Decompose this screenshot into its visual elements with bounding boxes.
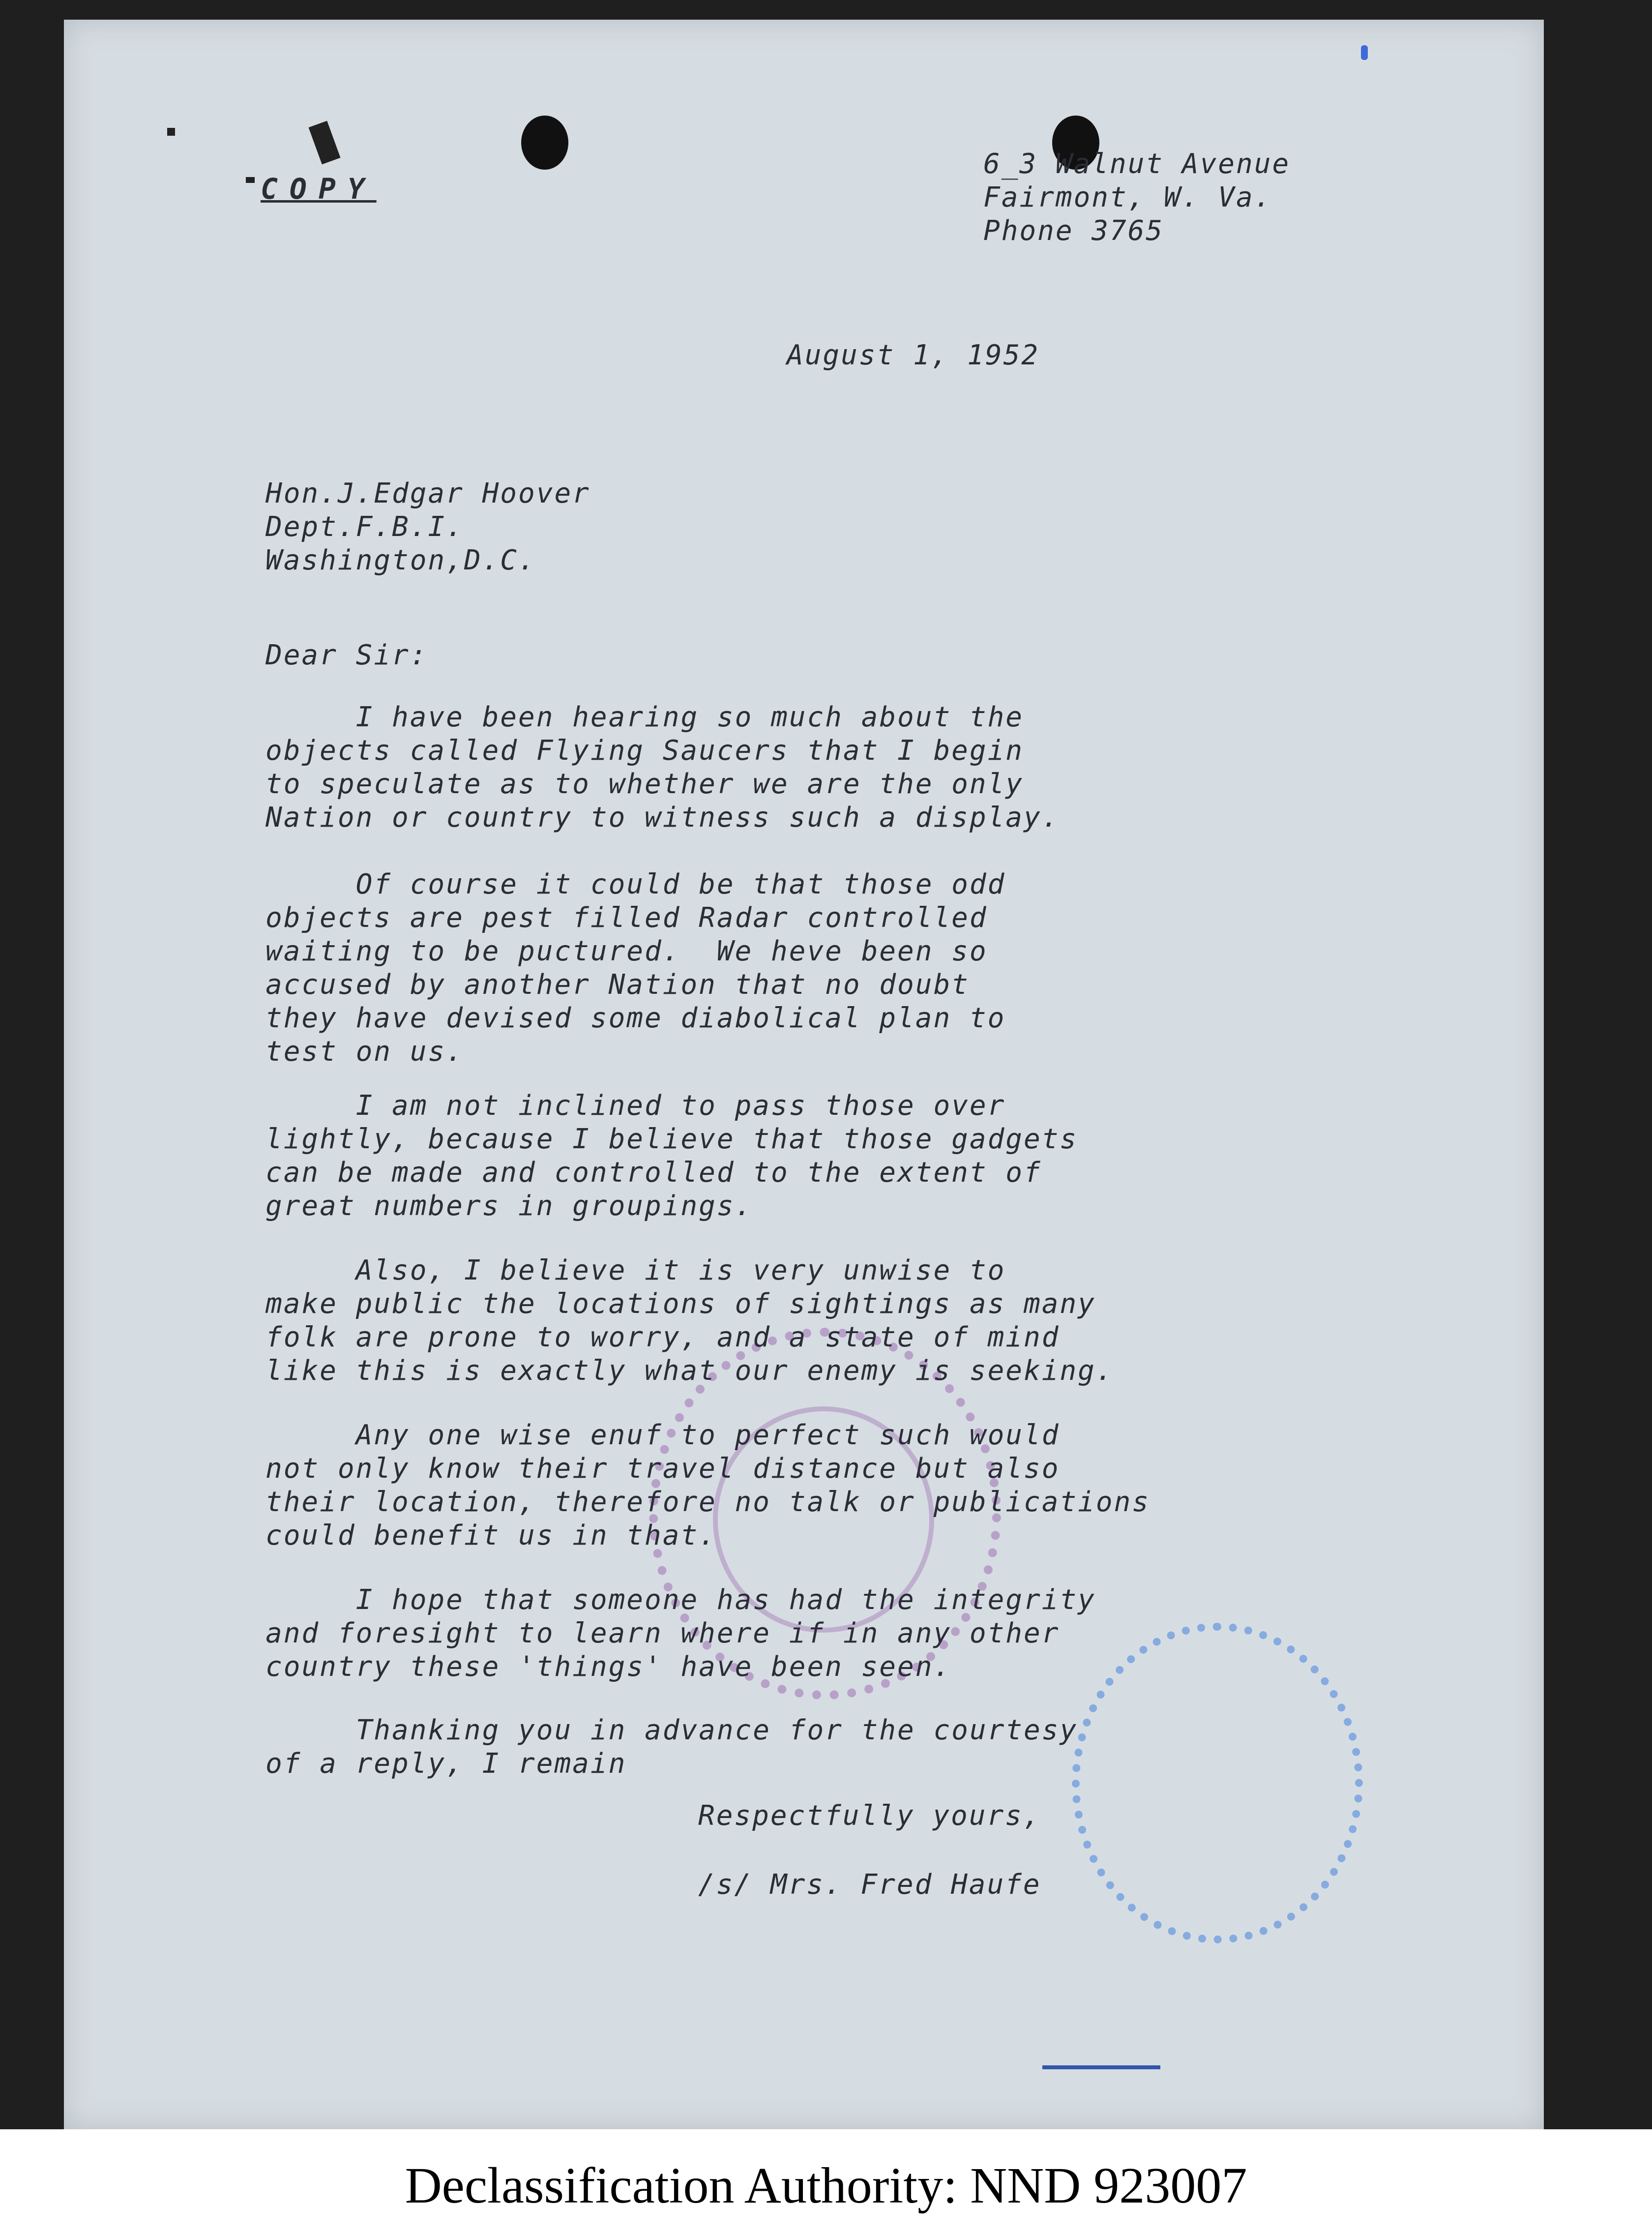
addressee-block: [266, 477, 590, 577]
received-stamp-blue: [1072, 1623, 1363, 1943]
addressee-line: Washington,D.C.: [266, 544, 536, 576]
ink-speck: [246, 177, 255, 183]
sender-address: [983, 148, 1290, 248]
body-paragraph: Any one wise enuf to perfect such would not only know their travel distance but also their location, therefore no talk or publications could benefit us in that.: [266, 1419, 1150, 1551]
sender-address-line: Fairmont, W. Va.: [983, 181, 1272, 213]
addressee-line: Dept.F.B.I.: [266, 511, 464, 543]
sender-phone: Phone 3765: [983, 215, 1164, 247]
body-paragraph: Thanking you in advance for the courtesy of a reply, I remain: [266, 1714, 1078, 1780]
signature: /s/ Mrs. Fred Haufe: [698, 1869, 1041, 1901]
body-paragraph: Also, I believe it is very unwise to make public the locations of sightings as many folk are prone to worry, and a state of mind like this is exactly what our enemy is seeking.: [266, 1254, 1114, 1387]
body-paragraph: Of course it could be that those odd objects are pest filled Radar controlled waiting to be puctured. We heve been so accused by another Nation that no doubt they have devised some diabolical plan to test on us.: [266, 868, 1006, 1068]
ink-mark: [1361, 45, 1368, 60]
copy-label: COPY: [261, 172, 377, 206]
punch-hole-left: [521, 116, 568, 170]
declassification-footer: Declassification Authority: NND 923007: [405, 2157, 1247, 2214]
blue-ink-line: [1042, 2065, 1160, 2069]
letter-date: August 1, 1952: [787, 339, 1040, 371]
addressee-line: Hon.J.Edgar Hoover: [266, 477, 590, 509]
body-paragraph: I have been hearing so much about the objects called Flying Saucers that I begin to speculate as to whether we are the only Nation or country to witness such a display.: [266, 701, 1060, 834]
ink-speck: [167, 128, 175, 136]
body-paragraph: I hope that someone has had the integrity and foresight to learn where if in any other country these 'things' have been seen.: [266, 1584, 1096, 1683]
closing: Respectfully yours,: [698, 1800, 1041, 1832]
salutation: Dear Sir:: [266, 639, 428, 671]
body-paragraph: I am not inclined to pass those over lightly, because I believe that those gadgets can be made and controlled to the extent of great numbers in groupings.: [266, 1090, 1078, 1222]
sender-address-line: 6_3 Walnut Avenue: [983, 148, 1291, 180]
